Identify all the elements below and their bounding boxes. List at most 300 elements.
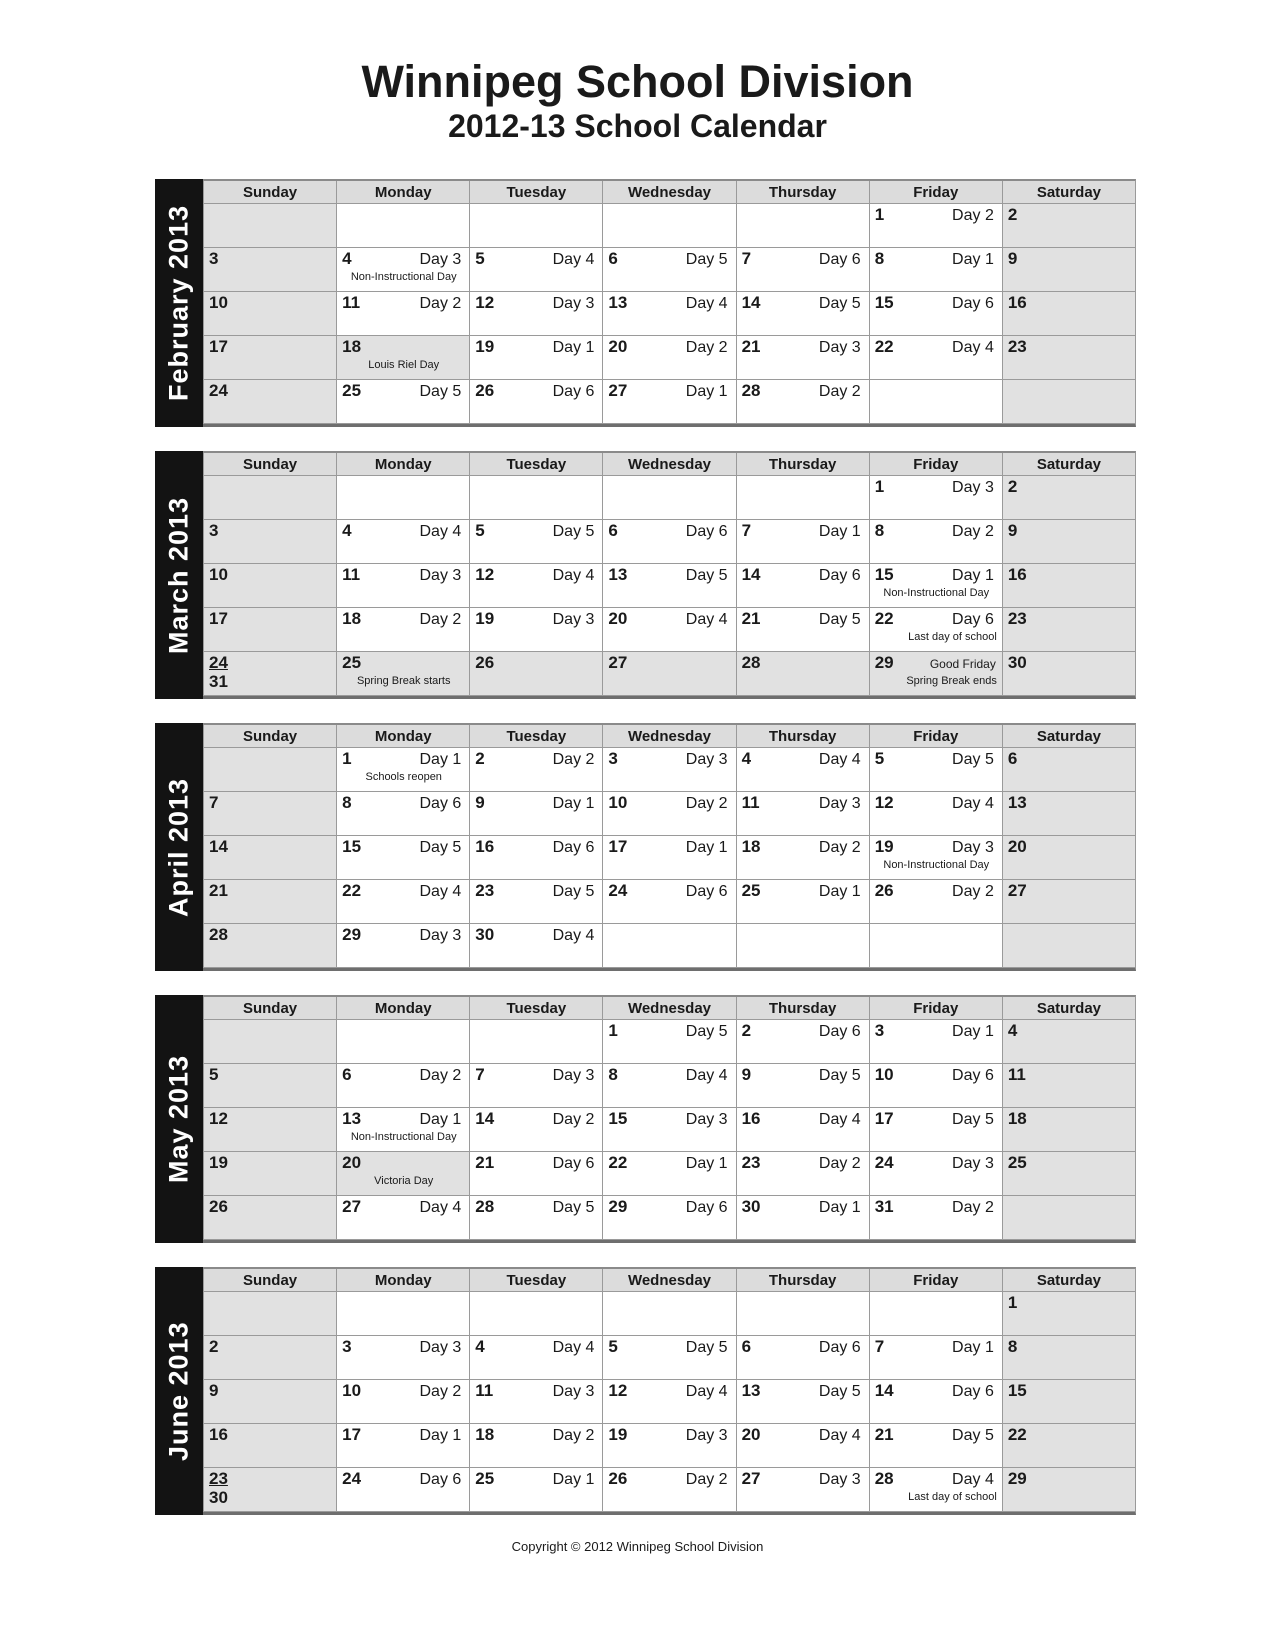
date-number: 11 bbox=[475, 1381, 494, 1401]
day-cell-top bbox=[742, 1381, 865, 1401]
day-cell bbox=[736, 292, 869, 336]
day-cell bbox=[736, 204, 869, 248]
day-cell bbox=[736, 792, 869, 836]
day-cell-top bbox=[608, 521, 731, 541]
day-cell bbox=[1002, 1108, 1135, 1152]
day-cell-top bbox=[608, 293, 731, 313]
day-cell-top bbox=[475, 565, 598, 585]
copyright-text: Copyright © 2012 Winnipeg School Division bbox=[511, 1539, 764, 1555]
cycle-day-label: Day 5 bbox=[552, 523, 595, 541]
day-cell bbox=[469, 1108, 602, 1152]
day-cell-top bbox=[209, 837, 332, 857]
month-label: May 2013 bbox=[155, 995, 203, 1243]
date-number: 1 bbox=[608, 1021, 618, 1041]
weekday-header: Tuesday bbox=[469, 181, 602, 204]
cycle-day-label: Day 6 bbox=[552, 839, 595, 857]
day-cell bbox=[336, 836, 469, 880]
day-cell bbox=[336, 1064, 469, 1108]
day-cell bbox=[469, 1152, 602, 1196]
day-cell bbox=[203, 792, 336, 836]
day-cell-top bbox=[875, 293, 998, 313]
week-row bbox=[203, 564, 1135, 608]
date-number: 5 bbox=[475, 521, 485, 541]
cycle-day-label: Day 3 bbox=[685, 1111, 728, 1129]
day-cell-top bbox=[608, 653, 731, 673]
day-cell-top bbox=[608, 249, 731, 269]
day-cell-top bbox=[608, 1425, 731, 1445]
cycle-day-label: Day 2 bbox=[952, 883, 994, 901]
cycle-day-label: Day 3 bbox=[552, 295, 595, 313]
cycle-day-label: Day 4 bbox=[419, 523, 462, 541]
date-number: 11 bbox=[1007, 1065, 1026, 1085]
page-header bbox=[0, 0, 1275, 145]
month-label: April 2013 bbox=[155, 723, 203, 971]
day-cell bbox=[203, 1108, 336, 1152]
cycle-day-label: Day 4 bbox=[952, 795, 994, 813]
holiday-tag: Good Friday bbox=[929, 657, 996, 672]
day-cell bbox=[736, 880, 869, 924]
month-table bbox=[155, 1267, 1136, 1515]
month-table bbox=[155, 179, 1136, 427]
day-cell-top bbox=[608, 609, 731, 629]
day-cell-top bbox=[1008, 1021, 1131, 1041]
day-cell-top bbox=[1008, 1425, 1131, 1445]
date-number: 26 bbox=[475, 653, 495, 673]
day-cell-top bbox=[875, 249, 998, 269]
cycle-day-label: Day 1 bbox=[685, 1155, 728, 1173]
day-cell bbox=[869, 748, 1002, 792]
day-cell bbox=[1002, 248, 1135, 292]
day-cell bbox=[203, 520, 336, 564]
cycle-day-label: Day 4 bbox=[685, 295, 728, 313]
date-number: 25 bbox=[342, 381, 362, 401]
date-number: 7 bbox=[209, 793, 219, 813]
day-cell-top bbox=[209, 1381, 332, 1401]
cycle-day-label: Day 1 bbox=[818, 523, 861, 541]
date-number: 22 bbox=[608, 1153, 628, 1173]
week-row bbox=[203, 1020, 1135, 1064]
day-cell bbox=[869, 880, 1002, 924]
date-number: 8 bbox=[874, 249, 885, 269]
day-cell bbox=[469, 1020, 602, 1064]
day-cell-top bbox=[1008, 1337, 1131, 1357]
date-number: 12 bbox=[475, 565, 495, 585]
cycle-day-label: Day 4 bbox=[419, 883, 462, 901]
weekday-header: Tuesday bbox=[469, 997, 602, 1020]
cycle-day-label: Day 2 bbox=[952, 207, 994, 225]
day-cell bbox=[1002, 1064, 1135, 1108]
date-number: 22 bbox=[874, 337, 894, 357]
month-label: June 2013 bbox=[155, 1267, 203, 1515]
day-cell-top bbox=[1008, 749, 1131, 769]
weekday-header: Saturday bbox=[1002, 1269, 1135, 1292]
day-cell-top bbox=[742, 249, 865, 269]
day-cell-top bbox=[209, 1065, 332, 1085]
date-number-secondary: 31 bbox=[209, 671, 228, 691]
day-cell bbox=[469, 204, 602, 248]
day-cell-top bbox=[875, 837, 998, 857]
date-number: 12 bbox=[608, 1381, 628, 1401]
date-number: 23 bbox=[1007, 337, 1027, 357]
week-row bbox=[203, 1468, 1135, 1512]
cycle-day-label: Day 1 bbox=[952, 251, 994, 269]
day-cell-top bbox=[342, 749, 465, 769]
day-cell bbox=[469, 1292, 602, 1336]
date-number: 10 bbox=[608, 793, 628, 813]
date-number: 27 bbox=[608, 381, 628, 401]
day-cell bbox=[869, 1468, 1002, 1512]
day-cell-top bbox=[608, 1065, 731, 1085]
date-number: 3 bbox=[342, 1337, 352, 1357]
weekday-header: Friday bbox=[869, 1269, 1002, 1292]
day-cell-top bbox=[342, 1381, 465, 1401]
date-number: 4 bbox=[741, 749, 752, 769]
day-cell bbox=[469, 248, 602, 292]
date-number: 17 bbox=[608, 837, 628, 857]
day-cell bbox=[869, 924, 1002, 968]
day-cell bbox=[736, 652, 869, 696]
day-cell bbox=[336, 476, 469, 520]
day-cell bbox=[736, 1152, 869, 1196]
date-number: 10 bbox=[209, 293, 228, 313]
date-number: 8 bbox=[608, 1065, 618, 1085]
weekday-header: Saturday bbox=[1002, 453, 1135, 476]
weekday-header: Wednesday bbox=[602, 997, 735, 1020]
day-cell bbox=[602, 1424, 735, 1468]
day-cell bbox=[602, 292, 735, 336]
day-cell-top bbox=[608, 1469, 731, 1489]
cycle-day-label: Day 1 bbox=[818, 883, 861, 901]
day-cell-top bbox=[875, 205, 998, 225]
day-cell bbox=[736, 1064, 869, 1108]
cycle-day-label: Day 1 bbox=[952, 1023, 994, 1041]
day-cell bbox=[469, 836, 602, 880]
date-number: 31 bbox=[874, 1197, 894, 1217]
day-cell bbox=[736, 336, 869, 380]
day-cell bbox=[203, 380, 336, 424]
day-cell-top bbox=[1008, 609, 1131, 629]
cycle-day-label: Day 3 bbox=[552, 611, 595, 629]
day-cell bbox=[869, 1196, 1002, 1240]
day-cell bbox=[336, 1108, 469, 1152]
weekday-header-row bbox=[203, 181, 1135, 204]
date-number: 13 bbox=[1007, 793, 1027, 813]
date-number: 8 bbox=[874, 521, 885, 541]
day-cell-top bbox=[209, 881, 332, 901]
week-row bbox=[203, 924, 1135, 968]
day-cell bbox=[602, 1152, 735, 1196]
day-cell bbox=[869, 836, 1002, 880]
day-cell-top bbox=[608, 381, 731, 401]
weekday-header-row bbox=[203, 1269, 1135, 1292]
day-cell bbox=[1002, 336, 1135, 380]
date-number: 5 bbox=[209, 1065, 219, 1085]
cycle-day-label: Day 2 bbox=[818, 839, 861, 857]
day-cell bbox=[869, 608, 1002, 652]
date-number: 12 bbox=[475, 293, 495, 313]
weekday-header: Friday bbox=[869, 725, 1002, 748]
date-number: 16 bbox=[475, 837, 495, 857]
day-cell bbox=[469, 1380, 602, 1424]
weekday-header-row bbox=[203, 725, 1135, 748]
day-cell-top bbox=[875, 1425, 998, 1445]
weekday-header: Friday bbox=[869, 453, 1002, 476]
date-number-secondary: 30 bbox=[209, 1487, 228, 1507]
day-cell bbox=[1002, 476, 1135, 520]
day-cell-top bbox=[742, 653, 865, 673]
day-cell-top bbox=[875, 1109, 998, 1129]
day-cell-top bbox=[209, 381, 332, 401]
day-cell-top bbox=[475, 609, 598, 629]
day-cell-top bbox=[742, 1425, 865, 1445]
date-number: 9 bbox=[209, 1381, 219, 1401]
cycle-day-label: Day 4 bbox=[685, 611, 728, 629]
day-cell bbox=[736, 836, 869, 880]
day-cell-top bbox=[742, 837, 865, 857]
day-cell bbox=[336, 1424, 469, 1468]
cycle-day-label: Day 4 bbox=[552, 927, 595, 945]
day-note: Victoria Day bbox=[374, 1174, 434, 1187]
cycle-day-label: Day 5 bbox=[552, 1199, 595, 1217]
day-cell bbox=[469, 336, 602, 380]
cycle-day-label: Day 3 bbox=[419, 567, 462, 585]
day-cell bbox=[469, 924, 602, 968]
day-note: Non-Instructional Day bbox=[350, 271, 457, 284]
weekday-header-row bbox=[203, 997, 1135, 1020]
weekday-header: Monday bbox=[336, 997, 469, 1020]
day-cell bbox=[469, 1196, 602, 1240]
day-cell bbox=[469, 564, 602, 608]
day-cell bbox=[736, 1020, 869, 1064]
date-number: 7 bbox=[741, 249, 752, 269]
day-cell bbox=[602, 476, 735, 520]
day-note: Last day of school bbox=[908, 631, 997, 644]
day-cell bbox=[469, 608, 602, 652]
date-number: 4 bbox=[1007, 1021, 1018, 1041]
date-number: 15 bbox=[1007, 1381, 1027, 1401]
day-cell-top bbox=[608, 1381, 731, 1401]
day-cell bbox=[736, 1424, 869, 1468]
date-number: 20 bbox=[608, 609, 628, 629]
date-number: 28 bbox=[874, 1469, 894, 1489]
day-cell-top bbox=[742, 1065, 865, 1085]
date-number: 22 bbox=[1007, 1425, 1027, 1445]
day-cell bbox=[602, 1064, 735, 1108]
day-cell bbox=[203, 292, 336, 336]
day-note: Non-Instructional Day bbox=[350, 1131, 457, 1144]
date-number: 25 bbox=[1007, 1153, 1027, 1173]
day-cell bbox=[736, 520, 869, 564]
day-cell-top bbox=[608, 1337, 731, 1357]
day-cell-top bbox=[209, 653, 332, 673]
date-number: 20 bbox=[741, 1425, 761, 1445]
day-cell bbox=[869, 476, 1002, 520]
date-number: 14 bbox=[209, 837, 228, 857]
day-cell bbox=[869, 1020, 1002, 1064]
date-number: 13 bbox=[342, 1109, 362, 1129]
month-table bbox=[155, 723, 1136, 971]
day-cell bbox=[869, 1380, 1002, 1424]
day-cell bbox=[336, 336, 469, 380]
day-note: Non-Instructional Day bbox=[883, 859, 990, 872]
day-note: Schools reopen bbox=[365, 771, 442, 784]
day-cell-top bbox=[342, 837, 465, 857]
day-cell bbox=[1002, 1020, 1135, 1064]
day-cell-top bbox=[475, 337, 598, 357]
cycle-day-label: Day 2 bbox=[818, 1155, 861, 1173]
day-cell-top bbox=[1008, 837, 1131, 857]
day-cell-top bbox=[342, 249, 465, 269]
day-cell bbox=[869, 652, 1002, 696]
date-number: 15 bbox=[342, 837, 362, 857]
month-label: February 2013 bbox=[155, 179, 203, 427]
month-table bbox=[155, 995, 1136, 1243]
cycle-day-label: Day 6 bbox=[952, 1067, 994, 1085]
date-number: 20 bbox=[342, 1153, 362, 1173]
cycle-day-label: Day 5 bbox=[818, 295, 861, 313]
date-number: 24 bbox=[209, 381, 228, 401]
day-cell-top bbox=[209, 1197, 332, 1217]
cycle-day-label: Day 5 bbox=[818, 1383, 861, 1401]
date-number: 10 bbox=[342, 1381, 362, 1401]
date-number: 23 bbox=[209, 1469, 228, 1489]
weekday-header: Saturday bbox=[1002, 997, 1135, 1020]
day-cell bbox=[469, 1424, 602, 1468]
day-cell-top bbox=[875, 1381, 998, 1401]
day-cell-top bbox=[875, 793, 998, 813]
day-cell-top bbox=[209, 337, 332, 357]
cycle-day-label: Day 3 bbox=[419, 251, 462, 269]
day-cell-top bbox=[342, 1065, 465, 1085]
day-cell-top bbox=[875, 1197, 998, 1217]
cycle-day-label: Day 4 bbox=[818, 751, 861, 769]
date-number: 27 bbox=[1007, 881, 1027, 901]
day-cell bbox=[602, 880, 735, 924]
week-row bbox=[203, 292, 1135, 336]
weekday-header: Monday bbox=[336, 181, 469, 204]
date-number: 18 bbox=[342, 609, 362, 629]
cycle-day-label: Day 4 bbox=[952, 339, 994, 357]
day-cell-top bbox=[608, 337, 731, 357]
day-cell bbox=[736, 608, 869, 652]
weekday-header: Wednesday bbox=[602, 181, 735, 204]
weekday-header: Tuesday bbox=[469, 453, 602, 476]
date-number: 23 bbox=[475, 881, 495, 901]
day-cell-top bbox=[608, 1153, 731, 1173]
day-cell bbox=[602, 748, 735, 792]
cycle-day-label: Day 1 bbox=[552, 795, 595, 813]
day-cell bbox=[602, 520, 735, 564]
cycle-day-label: Day 1 bbox=[419, 751, 462, 769]
day-cell bbox=[869, 1064, 1002, 1108]
month-grid bbox=[203, 451, 1136, 699]
weekday-header: Sunday bbox=[203, 181, 336, 204]
date-number: 19 bbox=[874, 837, 894, 857]
date-number: 17 bbox=[209, 609, 228, 629]
day-cell bbox=[602, 792, 735, 836]
day-cell bbox=[203, 924, 336, 968]
date-number: 24 bbox=[874, 1153, 894, 1173]
date-number: 22 bbox=[342, 881, 362, 901]
day-cell-top bbox=[342, 521, 465, 541]
day-cell bbox=[1002, 836, 1135, 880]
weekday-header: Wednesday bbox=[602, 725, 735, 748]
day-cell bbox=[336, 880, 469, 924]
cycle-day-label: Day 5 bbox=[952, 1111, 994, 1129]
day-cell-top bbox=[742, 293, 865, 313]
day-cell-top bbox=[209, 609, 332, 629]
date-number: 7 bbox=[475, 1065, 485, 1085]
date-number: 15 bbox=[874, 565, 894, 585]
cycle-day-label: Day 4 bbox=[419, 1199, 462, 1217]
cycle-day-label: Day 3 bbox=[818, 1471, 861, 1489]
day-cell-top bbox=[209, 293, 332, 313]
date-number: 10 bbox=[209, 565, 228, 585]
weekday-header: Thursday bbox=[736, 453, 869, 476]
date-number: 15 bbox=[608, 1109, 628, 1129]
cycle-day-label: Day 6 bbox=[818, 1339, 861, 1357]
cycle-day-label: Day 6 bbox=[952, 1383, 994, 1401]
cycle-day-label: Day 2 bbox=[552, 1111, 595, 1129]
cycle-day-label: Day 4 bbox=[685, 1067, 728, 1085]
cycle-day-label: Day 6 bbox=[685, 1199, 728, 1217]
date-number: 11 bbox=[342, 565, 361, 585]
date-number: 18 bbox=[475, 1425, 495, 1445]
date-number: 15 bbox=[874, 293, 894, 313]
day-cell bbox=[203, 1336, 336, 1380]
cycle-day-label: Day 6 bbox=[552, 383, 595, 401]
day-cell bbox=[336, 1152, 469, 1196]
date-number: 6 bbox=[741, 1337, 752, 1357]
date-number: 28 bbox=[209, 925, 228, 945]
cycle-day-label: Day 6 bbox=[685, 883, 728, 901]
day-cell-top bbox=[475, 925, 598, 945]
day-cell bbox=[869, 204, 1002, 248]
date-number: 21 bbox=[741, 337, 761, 357]
date-number: 26 bbox=[874, 881, 894, 901]
day-cell-top bbox=[475, 1197, 598, 1217]
cycle-day-label: Day 4 bbox=[818, 1111, 861, 1129]
cycle-day-label: Day 1 bbox=[685, 839, 728, 857]
day-cell-top bbox=[1008, 205, 1131, 225]
day-cell-top bbox=[209, 565, 332, 585]
day-cell bbox=[336, 1468, 469, 1512]
date-number: 29 bbox=[1007, 1469, 1027, 1489]
day-cell-top bbox=[475, 793, 598, 813]
date-number: 14 bbox=[475, 1109, 495, 1129]
day-cell bbox=[1002, 564, 1135, 608]
day-cell bbox=[1002, 1292, 1135, 1336]
weekday-header: Monday bbox=[336, 725, 469, 748]
date-number: 18 bbox=[741, 837, 761, 857]
date-number: 18 bbox=[342, 337, 362, 357]
day-cell-top bbox=[1008, 521, 1131, 541]
day-cell-top bbox=[475, 381, 598, 401]
day-cell bbox=[1002, 1152, 1135, 1196]
day-cell bbox=[1002, 608, 1135, 652]
day-cell bbox=[203, 564, 336, 608]
day-cell bbox=[469, 748, 602, 792]
day-cell bbox=[203, 652, 336, 696]
page-title: Winnipeg School Division bbox=[361, 56, 914, 107]
date-number: 24 bbox=[209, 653, 228, 673]
cycle-day-label: Day 2 bbox=[419, 611, 462, 629]
date-number: 29 bbox=[608, 1197, 628, 1217]
day-cell-top bbox=[342, 653, 465, 673]
date-number: 5 bbox=[475, 249, 485, 269]
day-cell-top bbox=[475, 1065, 598, 1085]
day-cell-top bbox=[209, 521, 332, 541]
